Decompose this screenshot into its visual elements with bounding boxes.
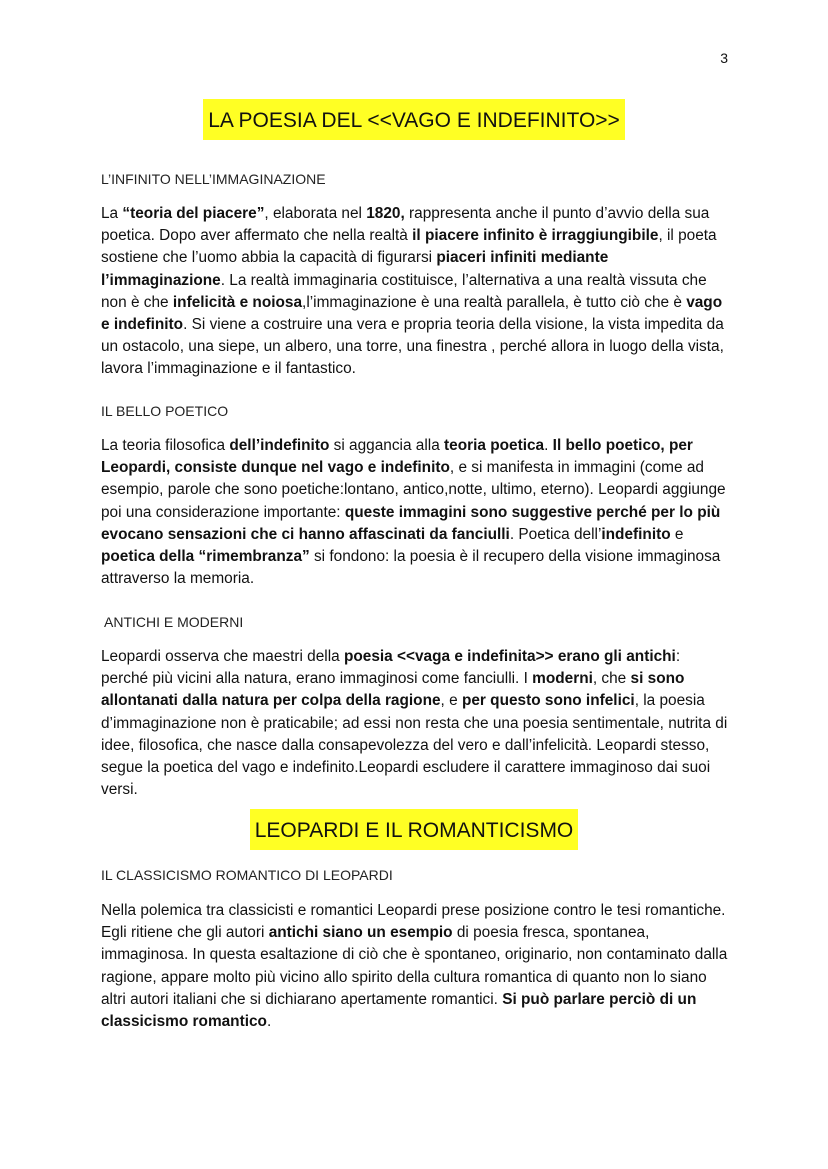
bold-text-run: infelicità e noiosa: [172, 293, 303, 311]
subsection-heading: L’INFINITO NELL’IMMAGINAZIONE: [101, 171, 326, 187]
text-run: Leopardi osserva che maestri della: [101, 648, 344, 665]
bold-text-run: Il bello poetico, per Leopardi, consiste dunque nel vago e indefinito: [101, 437, 693, 477]
bold-text-run: per questo sono infelici: [461, 692, 635, 710]
text-run: ,l’immaginazione è una realtà parallela, è tutto ciò che è: [302, 293, 687, 311]
text-run: , la poesia d’immaginazione non è praticabile; ad essi non resta che una poesia sentimentale, nutrita di idee, filosofica, che nasce dalla consapevolezza del vero e dall’infelicità. Leopardi stesso, segue la poetica del vago e indefinito.Leopardi escludere il carattere immaginoso dai suoi versi.: [101, 692, 728, 799]
bold-text-run: Si può parlare perciò di un classicismo romantico: [101, 990, 697, 1031]
text-run: , il poeta sostiene che l’uomo abbia la capacità di figurarsi: [101, 227, 717, 267]
text-run: .: [266, 1013, 272, 1031]
text-run: , e si manifesta in immagini (come ad esempio, parole che sono poetiche:lontano, antico,notte, ultimo, eterno). Leopardi aggiunge poi una considerazione importante:: [101, 459, 726, 521]
bold-text-run: teoria poetica: [444, 437, 545, 454]
text-run: . La realtà immaginaria costituisce, l’alternativa a una realtà vissuta che non è che: [101, 271, 707, 311]
bold-text-run: poesia <<vaga e indefinita>> erano gli antichi: [343, 648, 676, 665]
text-run: La: [101, 205, 123, 222]
bold-text-run: dell’indefinito: [229, 437, 330, 454]
subsection-heading: IL BELLO POETICO: [101, 403, 229, 419]
text-run: Nella polemica tra classicisti e romantici Leopardi prese posizione contro le tesi romantiche. Egli ritiene che gli autori: [101, 902, 726, 942]
bold-text-run: 1820,: [366, 205, 405, 222]
bold-text-run: poetica della “rimembranza”: [101, 548, 310, 566]
bold-text-run: il piacere infinito è irraggiungibile: [412, 227, 659, 245]
paragraph: [101, 646, 731, 801]
text-run: si fondono: la poesia è il recupero della visione immaginosa attraverso la memoria.: [101, 548, 721, 588]
section-title: LEOPARDI E IL ROMANTICISMO: [250, 809, 579, 850]
page-number: 3: [720, 50, 728, 66]
bold-text-run: “teoria del piacere”: [122, 205, 265, 222]
paragraph: [101, 435, 731, 590]
text-run: . Si viene a costruire una vera e propria teoria della visione, la vista impedita da un ostacolo, una siepe, un albero, una torre, una finestra , perché allora in luogo della vista, lavora l’immaginazione e il fantastico.: [101, 316, 724, 378]
text-run: . Poetica dell’: [509, 525, 602, 543]
text-run: si aggancia alla: [329, 437, 445, 454]
section-title-wrapper: [0, 809, 828, 850]
text-run: : perché più vicini alla natura, erano immaginosi come fanciulli. I: [101, 648, 681, 688]
text-run: , che: [592, 670, 631, 688]
section-title: LA POESIA DEL <<VAGO E INDEFINITO>>: [203, 99, 625, 140]
subsection-heading: ANTICHI E MODERNI: [104, 614, 244, 630]
bold-text-run: si sono allontanati dalla natura per colpa della ragione: [101, 670, 685, 710]
bold-text-run: moderni: [532, 670, 593, 688]
text-run: La teoria filosofica: [101, 437, 230, 454]
text-run: e: [670, 525, 684, 543]
paragraph: [101, 900, 731, 1033]
text-run: .: [544, 437, 553, 454]
bold-text-run: queste immagini sono suggestive perché per lo più evocano sensazioni che ci hanno affascinati da fanciulli: [101, 503, 721, 543]
bold-text-run: indefinito: [601, 525, 671, 543]
bold-text-run: piaceri infiniti mediante l’immaginazione: [101, 249, 609, 289]
text-run: , elaborata nel: [264, 205, 367, 222]
text-run: , e: [440, 692, 462, 710]
subsection-heading: IL CLASSICISMO ROMANTICO DI LEOPARDI: [101, 867, 393, 883]
text-run: rappresenta anche il punto d’avvio della sua poetica. Dopo aver affermato che nella realtà: [101, 205, 710, 245]
section-title-wrapper: [0, 99, 828, 140]
bold-text-run: antichi siano un esempio: [268, 924, 453, 942]
text-run: di poesia fresca, spontanea, immaginosa. In questa esaltazione di ciò che è spontaneo, originario, non contaminato dalla ragione, appare molto più vicino allo spirito della cultura romantica di quanto non lo siano altri autori italiani che si dichiarano apertamente romantici.: [101, 924, 728, 1008]
bold-text-run: vago e indefinito: [101, 293, 723, 334]
paragraph: [101, 203, 731, 381]
